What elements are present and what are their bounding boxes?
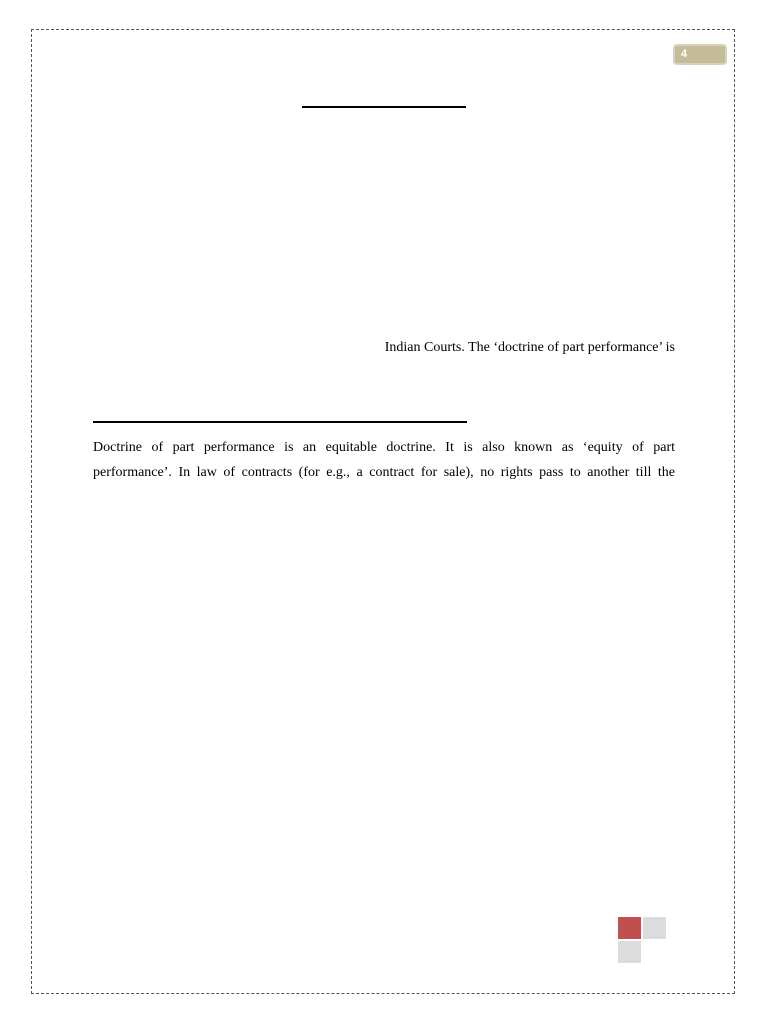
page-number-badge: [673, 44, 727, 65]
paragraph-line: Doctrine of part performance is an equitable doctrine. It is also known as ‘equity of part: [93, 440, 675, 455]
body-text-fragment: Indian Courts. The ‘doctrine of part performance’ is: [384, 340, 675, 355]
paragraph-line: performance’. In law of contracts (for e.g., a contract for sale), no rights pass to another till the: [93, 465, 675, 480]
footer-decoration-grey-square: [618, 941, 641, 963]
footer-decoration-red-square: [618, 917, 641, 939]
heading-underline: [302, 106, 466, 108]
section-heading-underline: [93, 421, 467, 423]
page-border: [31, 29, 735, 994]
footer-decoration-grey-square: [643, 917, 666, 939]
page-number: 4: [681, 48, 688, 60]
